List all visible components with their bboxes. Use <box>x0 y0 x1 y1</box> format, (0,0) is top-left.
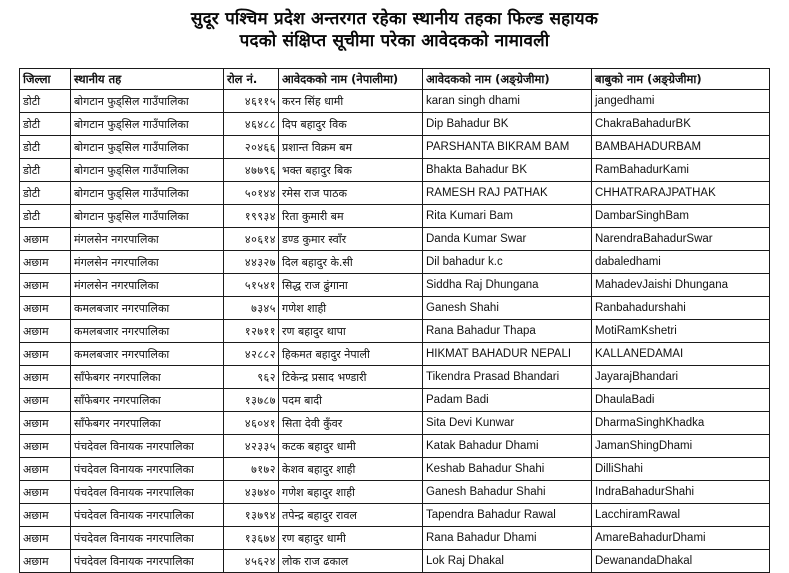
cell-roll-number: ७३४५ <box>224 297 279 320</box>
cell-local-level: मंगलसेन नगरपालिका <box>71 228 224 251</box>
cell-name-nepali: दिप बहादुर विक <box>279 113 423 136</box>
cell-father-name: MahadevJaishi Dhungana <box>592 274 770 297</box>
cell-local-level: कमलबजार नगरपालिका <box>71 320 224 343</box>
cell-roll-number: ४५६२४ <box>224 550 279 573</box>
cell-local-level: पंचदेवल विनायक नगरपालिका <box>71 527 224 550</box>
table-header-row <box>20 69 770 90</box>
cell-local-level: साँफेबगर नगरपालिका <box>71 366 224 389</box>
cell-district: डोटी <box>20 136 71 159</box>
cell-local-level: साँफेबगर नगरपालिका <box>71 389 224 412</box>
cell-roll-number: ४०६१४ <box>224 228 279 251</box>
table-row <box>20 159 770 182</box>
cell-father-name: MotiRamKshetri <box>592 320 770 343</box>
cell-name-nepali: सिता देवी कुँवर <box>279 412 423 435</box>
cell-district: अछाम <box>20 297 71 320</box>
cell-district: अछाम <box>20 320 71 343</box>
cell-name-nepali: डण्ड कुमार स्वाँर <box>279 228 423 251</box>
cell-roll-number: १३६७४ <box>224 527 279 550</box>
cell-roll-number: ४६११५ <box>224 90 279 113</box>
cell-name-english: Rana Bahadur Dhami <box>423 527 592 550</box>
cell-local-level: मंगलसेन नगरपालिका <box>71 251 224 274</box>
cell-name-nepali: गणेश शाही <box>279 297 423 320</box>
cell-name-english: PARSHANTA BIKRAM BAM <box>423 136 592 159</box>
table-row <box>20 435 770 458</box>
table-row <box>20 90 770 113</box>
cell-name-english: Keshab Bahadur Shahi <box>423 458 592 481</box>
cell-name-english: Ganesh Bahadur Shahi <box>423 481 592 504</box>
table-row <box>20 182 770 205</box>
table-row <box>20 228 770 251</box>
cell-name-nepali: कटक बहादुर धामी <box>279 435 423 458</box>
cell-roll-number: १२७११ <box>224 320 279 343</box>
cell-district: डोटी <box>20 90 71 113</box>
cell-district: अछाम <box>20 343 71 366</box>
cell-name-english: Sita Devi Kunwar <box>423 412 592 435</box>
header-roll-number: रोल नं. <box>224 69 279 90</box>
header-local-level: स्थानीय तह <box>71 69 224 90</box>
cell-name-nepali: लोक राज ढकाल <box>279 550 423 573</box>
cell-roll-number: १९९३४ <box>224 205 279 228</box>
cell-district: अछाम <box>20 274 71 297</box>
cell-father-name: KALLANEDAMAI <box>592 343 770 366</box>
cell-name-nepali: तपेन्द्र बहादुर रावल <box>279 504 423 527</box>
applicant-table <box>19 68 770 573</box>
cell-name-english: Rana Bahadur Thapa <box>423 320 592 343</box>
cell-father-name: dabaledhami <box>592 251 770 274</box>
cell-father-name: JayarajBhandari <box>592 366 770 389</box>
cell-roll-number: ४२३३५ <box>224 435 279 458</box>
cell-name-nepali: भक्त बहादुर बिक <box>279 159 423 182</box>
table-row <box>20 251 770 274</box>
table-row <box>20 205 770 228</box>
cell-roll-number: ५१५४१ <box>224 274 279 297</box>
cell-district: डोटी <box>20 113 71 136</box>
cell-local-level: बोगटान फुड्सिल गाउँपालिका <box>71 113 224 136</box>
cell-name-english: Lok Raj Dhakal <box>423 550 592 573</box>
title-line-2: पदको संक्षिप्त सूचीमा परेका आवेदकको नामावली <box>239 31 550 51</box>
cell-name-english: Bhakta Bahadur BK <box>423 159 592 182</box>
cell-local-level: कमलबजार नगरपालिका <box>71 343 224 366</box>
cell-name-english: HIKMAT BAHADUR NEPALI <box>423 343 592 366</box>
table-row <box>20 412 770 435</box>
cell-local-level: मंगलसेन नगरपालिका <box>71 274 224 297</box>
cell-name-nepali: केशव बहादुर शाही <box>279 458 423 481</box>
cell-name-english: Dil bahadur k.c <box>423 251 592 274</box>
table-row <box>20 481 770 504</box>
cell-father-name: BAMBAHADURBAM <box>592 136 770 159</box>
cell-local-level: पंचदेवल विनायक नगरपालिका <box>71 481 224 504</box>
cell-local-level: पंचदेवल विनायक नगरपालिका <box>71 504 224 527</box>
header-district: जिल्ला <box>20 69 71 90</box>
cell-father-name: CHHATRARAJPATHAK <box>592 182 770 205</box>
cell-name-english: Danda Kumar Swar <box>423 228 592 251</box>
cell-name-nepali: करन सिंह धामी <box>279 90 423 113</box>
cell-local-level: साँफेबगर नगरपालिका <box>71 412 224 435</box>
table-body <box>20 90 770 573</box>
cell-roll-number: ४६०४१ <box>224 412 279 435</box>
cell-roll-number: ४४३२७ <box>224 251 279 274</box>
cell-local-level: बोगटान फुड्सिल गाउँपालिका <box>71 159 224 182</box>
cell-roll-number: १३७९४ <box>224 504 279 527</box>
cell-father-name: DharmaSinghKhadka <box>592 412 770 435</box>
cell-father-name: ChakraBahadurBK <box>592 113 770 136</box>
cell-father-name: JamanShingDhami <box>592 435 770 458</box>
cell-roll-number: ४२८८२ <box>224 343 279 366</box>
cell-district: डोटी <box>20 159 71 182</box>
cell-name-english: Siddha Raj Dhungana <box>423 274 592 297</box>
table-row <box>20 504 770 527</box>
cell-father-name: DewanandaDhakal <box>592 550 770 573</box>
cell-district: अछाम <box>20 389 71 412</box>
cell-roll-number: १३७८७ <box>224 389 279 412</box>
table-row <box>20 458 770 481</box>
cell-name-nepali: सिद्ध राज ढुंगाना <box>279 274 423 297</box>
cell-name-nepali: हिकमत बहादुर नेपाली <box>279 343 423 366</box>
cell-name-nepali: गणेश बहादुर शाही <box>279 481 423 504</box>
header-name-english: आवेदकको नाम (अङ्ग्रेजीमा) <box>423 69 592 90</box>
cell-name-english: RAMESH RAJ PATHAK <box>423 182 592 205</box>
cell-district: अछाम <box>20 458 71 481</box>
cell-roll-number: ९६२ <box>224 366 279 389</box>
cell-district: अछाम <box>20 527 71 550</box>
cell-name-nepali: रमेस राज पाठक <box>279 182 423 205</box>
cell-district: अछाम <box>20 481 71 504</box>
cell-name-english: Dip Bahadur BK <box>423 113 592 136</box>
table-row <box>20 320 770 343</box>
cell-roll-number: ४३७४० <box>224 481 279 504</box>
cell-district: डोटी <box>20 182 71 205</box>
cell-name-nepali: दिल बहादुर के.सी <box>279 251 423 274</box>
cell-name-nepali: रिता कुमारी बम <box>279 205 423 228</box>
cell-father-name: RamBahadurKami <box>592 159 770 182</box>
cell-local-level: कमलबजार नगरपालिका <box>71 297 224 320</box>
cell-name-english: Katak Bahadur Dhami <box>423 435 592 458</box>
cell-district: अछाम <box>20 251 71 274</box>
table-row <box>20 297 770 320</box>
cell-father-name: DilliShahi <box>592 458 770 481</box>
cell-roll-number: ४७७९६ <box>224 159 279 182</box>
table-row <box>20 527 770 550</box>
cell-father-name: Ranbahadurshahi <box>592 297 770 320</box>
cell-roll-number: ४६४८८ <box>224 113 279 136</box>
cell-local-level: पंचदेवल विनायक नगरपालिका <box>71 435 224 458</box>
cell-district: अछाम <box>20 504 71 527</box>
cell-district: अछाम <box>20 412 71 435</box>
table-row <box>20 550 770 573</box>
cell-father-name: jangedhami <box>592 90 770 113</box>
cell-roll-number: ५०१४४ <box>224 182 279 205</box>
cell-district: अछाम <box>20 228 71 251</box>
cell-local-level: पंचदेवल विनायक नगरपालिका <box>71 458 224 481</box>
cell-local-level: बोगटान फुड्सिल गाउँपालिका <box>71 182 224 205</box>
header-father-name: बाबुको नाम (अङ्ग्रेजीमा) <box>592 69 770 90</box>
cell-name-english: karan singh dhami <box>423 90 592 113</box>
table-row <box>20 274 770 297</box>
cell-roll-number: ७१७२ <box>224 458 279 481</box>
cell-district: अछाम <box>20 550 71 573</box>
cell-district: डोटी <box>20 205 71 228</box>
table-row <box>20 366 770 389</box>
cell-local-level: पंचदेवल विनायक नगरपालिका <box>71 550 224 573</box>
cell-name-nepali: रण बहादुर धामी <box>279 527 423 550</box>
cell-name-nepali: पदम बादी <box>279 389 423 412</box>
cell-name-english: Rita Kumari Bam <box>423 205 592 228</box>
cell-local-level: बोगटान फुड्सिल गाउँपालिका <box>71 90 224 113</box>
document-title <box>0 8 789 52</box>
cell-father-name: NarendraBahadurSwar <box>592 228 770 251</box>
cell-district: अछाम <box>20 435 71 458</box>
cell-roll-number: २०४६६ <box>224 136 279 159</box>
cell-local-level: बोगटान फुड्सिल गाउँपालिका <box>71 205 224 228</box>
title-line-1: सुदूर पश्चिम प्रदेश अन्तरगत रहेका स्थानीय तहका फिल्ड सहायक <box>190 9 599 29</box>
cell-father-name: DhaulaBadi <box>592 389 770 412</box>
cell-district: अछाम <box>20 366 71 389</box>
table-row <box>20 113 770 136</box>
cell-name-nepali: टिकेन्द्र प्रसाद भण्डारी <box>279 366 423 389</box>
cell-name-english: Ganesh Shahi <box>423 297 592 320</box>
cell-local-level: बोगटान फुड्सिल गाउँपालिका <box>71 136 224 159</box>
table-row <box>20 389 770 412</box>
cell-name-nepali: प्रशान्त विक्रम बम <box>279 136 423 159</box>
table-row <box>20 343 770 366</box>
cell-name-english: Tikendra Prasad Bhandari <box>423 366 592 389</box>
cell-name-english: Tapendra Bahadur Rawal <box>423 504 592 527</box>
cell-father-name: LacchiramRawal <box>592 504 770 527</box>
cell-father-name: IndraBahadurShahi <box>592 481 770 504</box>
header-name-nepali: आवेदकको नाम (नेपालीमा) <box>279 69 423 90</box>
cell-father-name: AmareBahadurDhami <box>592 527 770 550</box>
cell-name-english: Padam Badi <box>423 389 592 412</box>
cell-father-name: DambarSinghBam <box>592 205 770 228</box>
table-row <box>20 136 770 159</box>
cell-name-nepali: रण बहादुर थापा <box>279 320 423 343</box>
